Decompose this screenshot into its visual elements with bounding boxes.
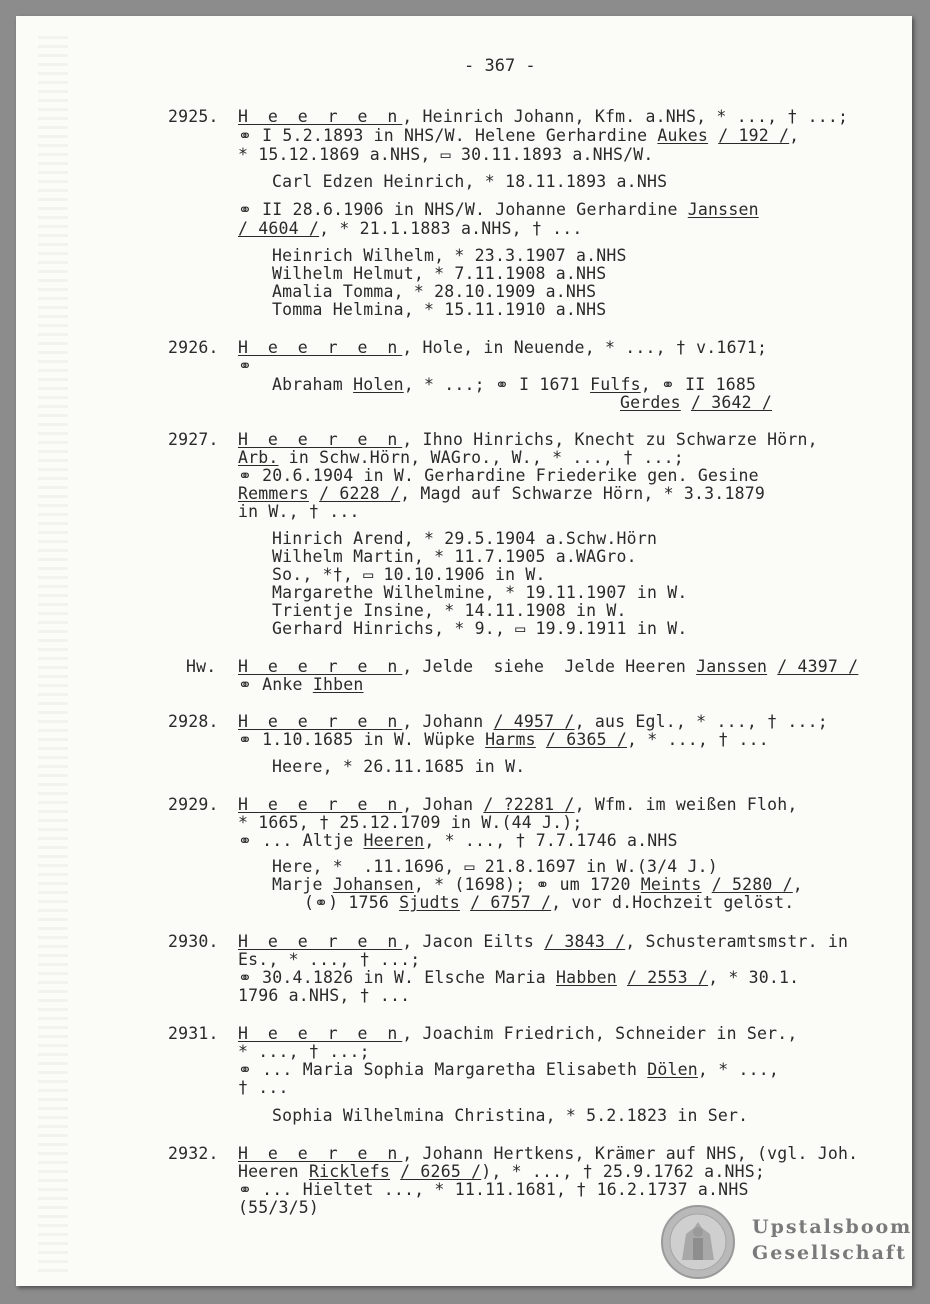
child-line: Gerhard Hinrichs, * 9., ▭ 19.9.1911 in W. — [272, 619, 688, 638]
family-name: H e e r e n — [238, 107, 403, 126]
entry-line: Es., * ..., † ...; — [238, 950, 421, 969]
entry-line: ⚭ ... Altje Heeren, * ..., † 7.7.1746 a.NHS — [238, 831, 678, 850]
entry-number: 2931. — [168, 1024, 219, 1043]
child-line: Sophia Wilhelmina Christina, * 5.2.1823 in Ser. — [272, 1106, 749, 1125]
entry-line: H e e r e n, Jelde siehe Jelde Heeren Janssen / 4397 / — [238, 657, 859, 676]
entry-line: ⚭ 20.6.1904 in W. Gerhardine Friederike gen. Gesine — [238, 466, 759, 485]
entry-line: * ..., † ...; — [238, 1042, 370, 1061]
entry-line: ⚭ ... Hieltet ..., * 11.11.1681, † 16.2.1737 a.NHS — [238, 1180, 749, 1199]
entry-line: ⚭ — [238, 356, 253, 375]
family-name: H e e r e n — [238, 712, 403, 731]
child-line: Wilhelm Helmut, * 7.11.1908 a.NHS — [272, 264, 607, 283]
entry-line: * 1665, † 25.12.1709 in W.(44 J.); — [238, 813, 583, 832]
entry-number: Hw. — [186, 657, 217, 676]
child-line: Hinrich Arend, * 29.5.1904 a.Schw.Hörn — [272, 529, 658, 548]
entry-number: 2929. — [168, 795, 219, 814]
child-line: Here, * .11.1696, ▭ 21.8.1697 in W.(3/4 J.) — [272, 857, 718, 876]
entry-line: † ... — [238, 1078, 289, 1097]
entry-line: H e e r e n, Joachim Friedrich, Schneider in Ser., — [238, 1024, 798, 1043]
entry-line: ⚭ I 5.2.1893 in NHS/W. Helene Gerhardine Aukes / 192 /, — [238, 126, 800, 145]
family-name: H e e r e n — [238, 932, 403, 951]
entry-line: H e e r e n, Jacon Eilts / 3843 /, Schusteramtsmstr. in — [238, 932, 849, 951]
family-name: H e e r e n — [238, 657, 403, 676]
child-line: Heinrich Wilhelm, * 23.3.1907 a.NHS — [272, 246, 627, 265]
scan-edge-noise — [38, 36, 68, 1276]
child-line: (⚭) 1756 Sjudts / 6757 /, vor d.Hochzeit gelöst. — [304, 893, 795, 912]
society-seal-icon — [660, 1204, 736, 1280]
family-name: H e e r e n — [238, 1024, 403, 1043]
family-name: H e e r e n — [238, 795, 403, 814]
brand-line-2: Gesellschaft — [752, 1242, 907, 1264]
entry-number: 2932. — [168, 1144, 219, 1163]
entry-line: ⚭ II 28.6.1906 in NHS/W. Johanne Gerhardine Janssen — [238, 200, 759, 219]
child-line: Margarethe Wilhelmine, * 19.11.1907 in W. — [272, 583, 688, 602]
child-line: Amalia Tomma, * 28.10.1909 a.NHS — [272, 282, 597, 301]
child-line: Tomma Helmina, * 15.11.1910 a.NHS — [272, 300, 607, 319]
entry-line: H e e r e n, Hole, in Neuende, * ..., † v.1671; — [238, 338, 768, 357]
entry-line: Remmers / 6228 /, Magd auf Schwarze Hörn, * 3.3.1879 — [238, 484, 765, 503]
entry-line: H e e r e n, Johan / ?2281 /, Wfm. im weißen Floh, — [238, 795, 798, 814]
entry-number: 2925. — [168, 107, 219, 126]
entry-line: ⚭ 30.4.1826 in W. Elsche Maria Habben / 2553 /, * 30.1. — [238, 968, 800, 987]
entry-line: * 15.12.1869 a.NHS, ▭ 30.11.1893 a.NHS/W. — [238, 145, 654, 164]
page-number: - 367 - — [464, 56, 536, 76]
child-line: Gerdes / 3642 / — [620, 393, 773, 412]
entry-line: H e e r e n, Ihno Hinrichs, Knecht zu Schwarze Hörn, — [238, 430, 818, 449]
family-name: H e e r e n — [238, 1144, 403, 1163]
entry-number: 2930. — [168, 932, 219, 951]
entry-line: Arb. in Schw.Hörn, WAGro., W., * ..., † ...; — [238, 448, 684, 467]
entry-line: H e e r e n, Heinrich Johann, Kfm. a.NHS, * ..., † ...; — [238, 107, 849, 126]
entry-line: Heeren Ricklefs / 6265 /), * ..., † 25.9.1762 a.NHS; — [238, 1162, 765, 1181]
entry-line: (55/3/5) — [238, 1198, 320, 1217]
entry-line: ⚭ ... Maria Sophia Margaretha Elisabeth Dölen, * ..., — [238, 1060, 779, 1079]
child-line: Carl Edzen Heinrich, * 18.11.1893 a.NHS — [272, 172, 668, 191]
entry-number: 2927. — [168, 430, 219, 449]
entry-number: 2928. — [168, 712, 219, 731]
entry-line: 1796 a.NHS, † ... — [238, 986, 411, 1005]
entry-line: H e e r e n, Johann / 4957 /, aus Egl., * ..., † ...; — [238, 712, 828, 731]
child-line: Heere, * 26.11.1685 in W. — [272, 757, 526, 776]
child-line: Abraham Holen, * ...; ⚭ I 1671 Fulfs, ⚭ II 1685 — [272, 375, 757, 394]
child-line: Marje Johansen, * (1698); ⚭ um 1720 Meints / 5280 /, — [272, 875, 803, 894]
child-line: Wilhelm Martin, * 11.7.1905 a.WAGro. — [272, 547, 637, 566]
entry-line: ⚭ Anke Ihben — [238, 675, 364, 694]
child-line: Trientje Insine, * 14.11.1908 in W. — [272, 601, 627, 620]
entry-number: 2926. — [168, 338, 219, 357]
entry-line: in W., † ... — [238, 502, 360, 521]
entry-line: ⚭ 1.10.1685 in W. Wüpke Harms / 6365 /, * ..., † ... — [238, 730, 769, 749]
entry-line: / 4604 /, * 21.1.1883 a.NHS, † ... — [238, 219, 583, 238]
entry-line: H e e r e n, Johann Hertkens, Krämer auf NHS, (vgl. Joh. — [238, 1144, 859, 1163]
family-name: H e e r e n — [238, 430, 403, 449]
child-line: So., *†, ▭ 10.10.1906 in W. — [272, 565, 546, 584]
document-page — [16, 16, 912, 1286]
brand-line-1: Upstalsboom — [752, 1216, 912, 1238]
family-name: H e e r e n — [238, 338, 403, 357]
